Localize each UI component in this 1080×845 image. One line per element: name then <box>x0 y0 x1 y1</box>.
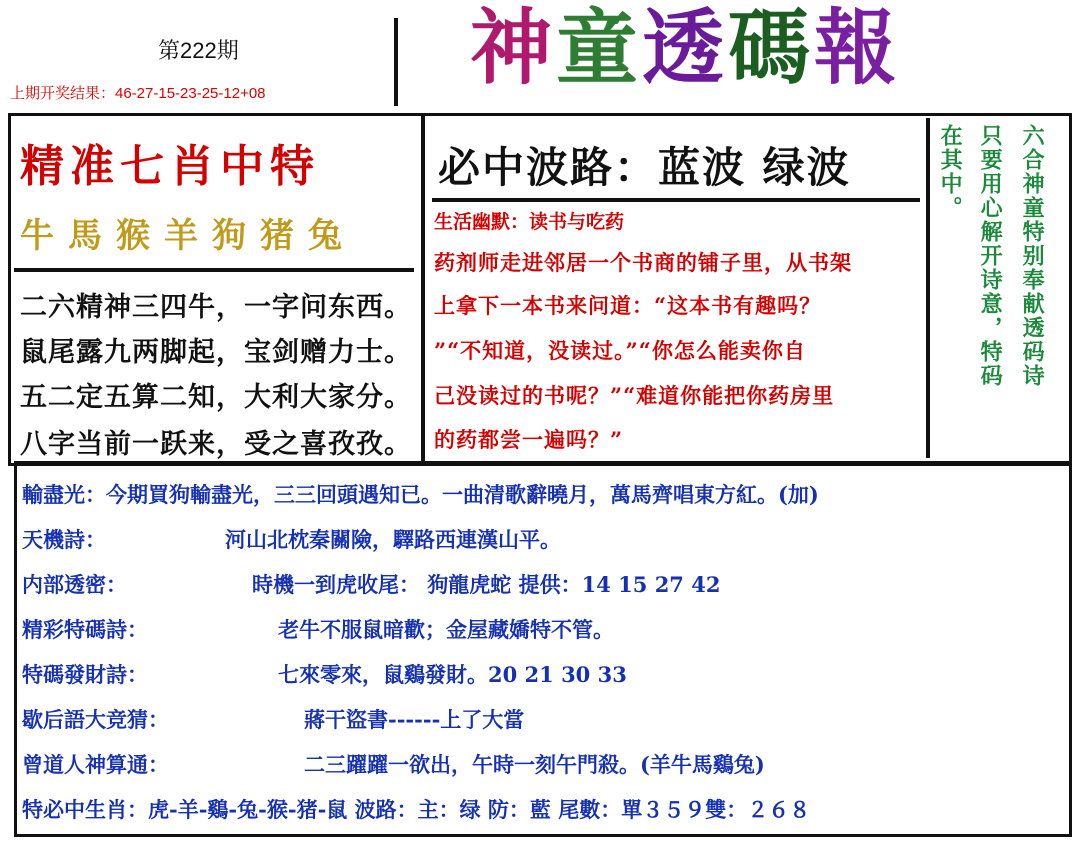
info-label: 輸盡光：今期買狗輸盡光，三三回頭遇知已。一曲清歌辭曉月，萬馬齊唱東方紅。(加) <box>22 482 819 507</box>
masthead-char: 童 <box>556 1 643 96</box>
info-label: 歇后語大竞猜： <box>22 707 169 732</box>
wave-divider <box>432 198 920 202</box>
bottom-panel-frame <box>14 461 1072 837</box>
info-row <box>22 794 810 824</box>
story-title: 生活幽默：读书与吃药 <box>434 211 625 233</box>
info-row <box>22 704 525 734</box>
info-row <box>22 479 819 509</box>
story-line: 的药都尝一遍吗？” <box>434 427 624 452</box>
info-row <box>22 749 765 779</box>
wave-title: 必中波路：蓝波 绿波 <box>438 143 851 192</box>
info-row <box>22 614 614 644</box>
poem-line: 二六精神三四牛，一字问东西。 <box>20 292 412 323</box>
masthead-char: 神 <box>470 1 557 96</box>
info-label: 天機詩： <box>22 527 106 552</box>
left-divider <box>14 268 414 272</box>
issue-number: 第222期 <box>158 38 239 63</box>
story-line: 药剂师走进邻居一个书商的铺子里，从书架 <box>434 250 852 275</box>
info-row <box>22 659 627 689</box>
info-label: 曾道人神算通： <box>22 752 169 777</box>
info-label: 精彩特碼詩： <box>22 617 148 642</box>
masthead-char: 透 <box>642 1 729 96</box>
last-draw-result: 上期开奖结果：46-27-15-23-25-12+08 <box>10 85 266 102</box>
masthead-char: 碼 <box>728 1 815 96</box>
masthead-char: 報 <box>814 1 901 96</box>
dedication-column: 六合神童特别奉献透码诗 <box>1019 124 1046 388</box>
zodiac-list: 牛馬猴羊狗猪兔 <box>20 216 356 256</box>
story-line: 上拿下一本书来问道：“这本书有趣吗？ <box>434 293 822 318</box>
info-value: 時機一到虎收尾： 狗龍虎蛇 提供：14 15 27 42 <box>252 572 721 597</box>
panel-divider <box>421 113 425 466</box>
info-label: 特碼發財詩： <box>22 662 148 687</box>
info-value: 二三躍躍一欲出，午時一刻午門殺。(羊牛馬鷄兔) <box>304 752 765 777</box>
poem-line: 八字当前一跃来，受之喜孜孜。 <box>20 429 412 460</box>
story-line: 己没读过的书呢？”“难道你能把你药房里 <box>434 383 835 408</box>
info-label: 内部透密： <box>22 572 127 597</box>
info-value: 七來零來，鼠鷄發財。20 21 30 33 <box>278 662 627 687</box>
header-divider <box>394 18 398 106</box>
dedication-column: 在其中。 <box>937 124 964 220</box>
info-value: 河山北枕秦關險，驛路西連漢山平。 <box>225 527 561 552</box>
dedication-column: 只要用心解开诗意，特码 <box>977 124 1004 388</box>
info-row <box>22 524 561 554</box>
seven-zodiac-title: 精准七肖中特 <box>20 141 320 192</box>
poem-line: 五二定五算二知，大利大家分。 <box>20 382 412 413</box>
info-row <box>22 569 721 599</box>
masthead-title <box>470 1 901 96</box>
info-value: 老牛不服鼠暗歡；金屋藏嬌特不管。 <box>278 617 614 642</box>
poem-line: 鼠尾露九两脚起，宝剑赠力士。 <box>20 337 412 368</box>
story-line: ”“不知道，没读过。”“你怎么能卖你自 <box>434 338 806 363</box>
panel-divider <box>926 118 930 458</box>
info-label: 特必中生肖：虎-羊-鷄-兔-猴-猪-鼠 波路：主：绿 防：藍 尾數：單３５９雙：２６８ <box>22 797 811 822</box>
info-value: 蔣干盜書------上了大當 <box>304 707 525 732</box>
